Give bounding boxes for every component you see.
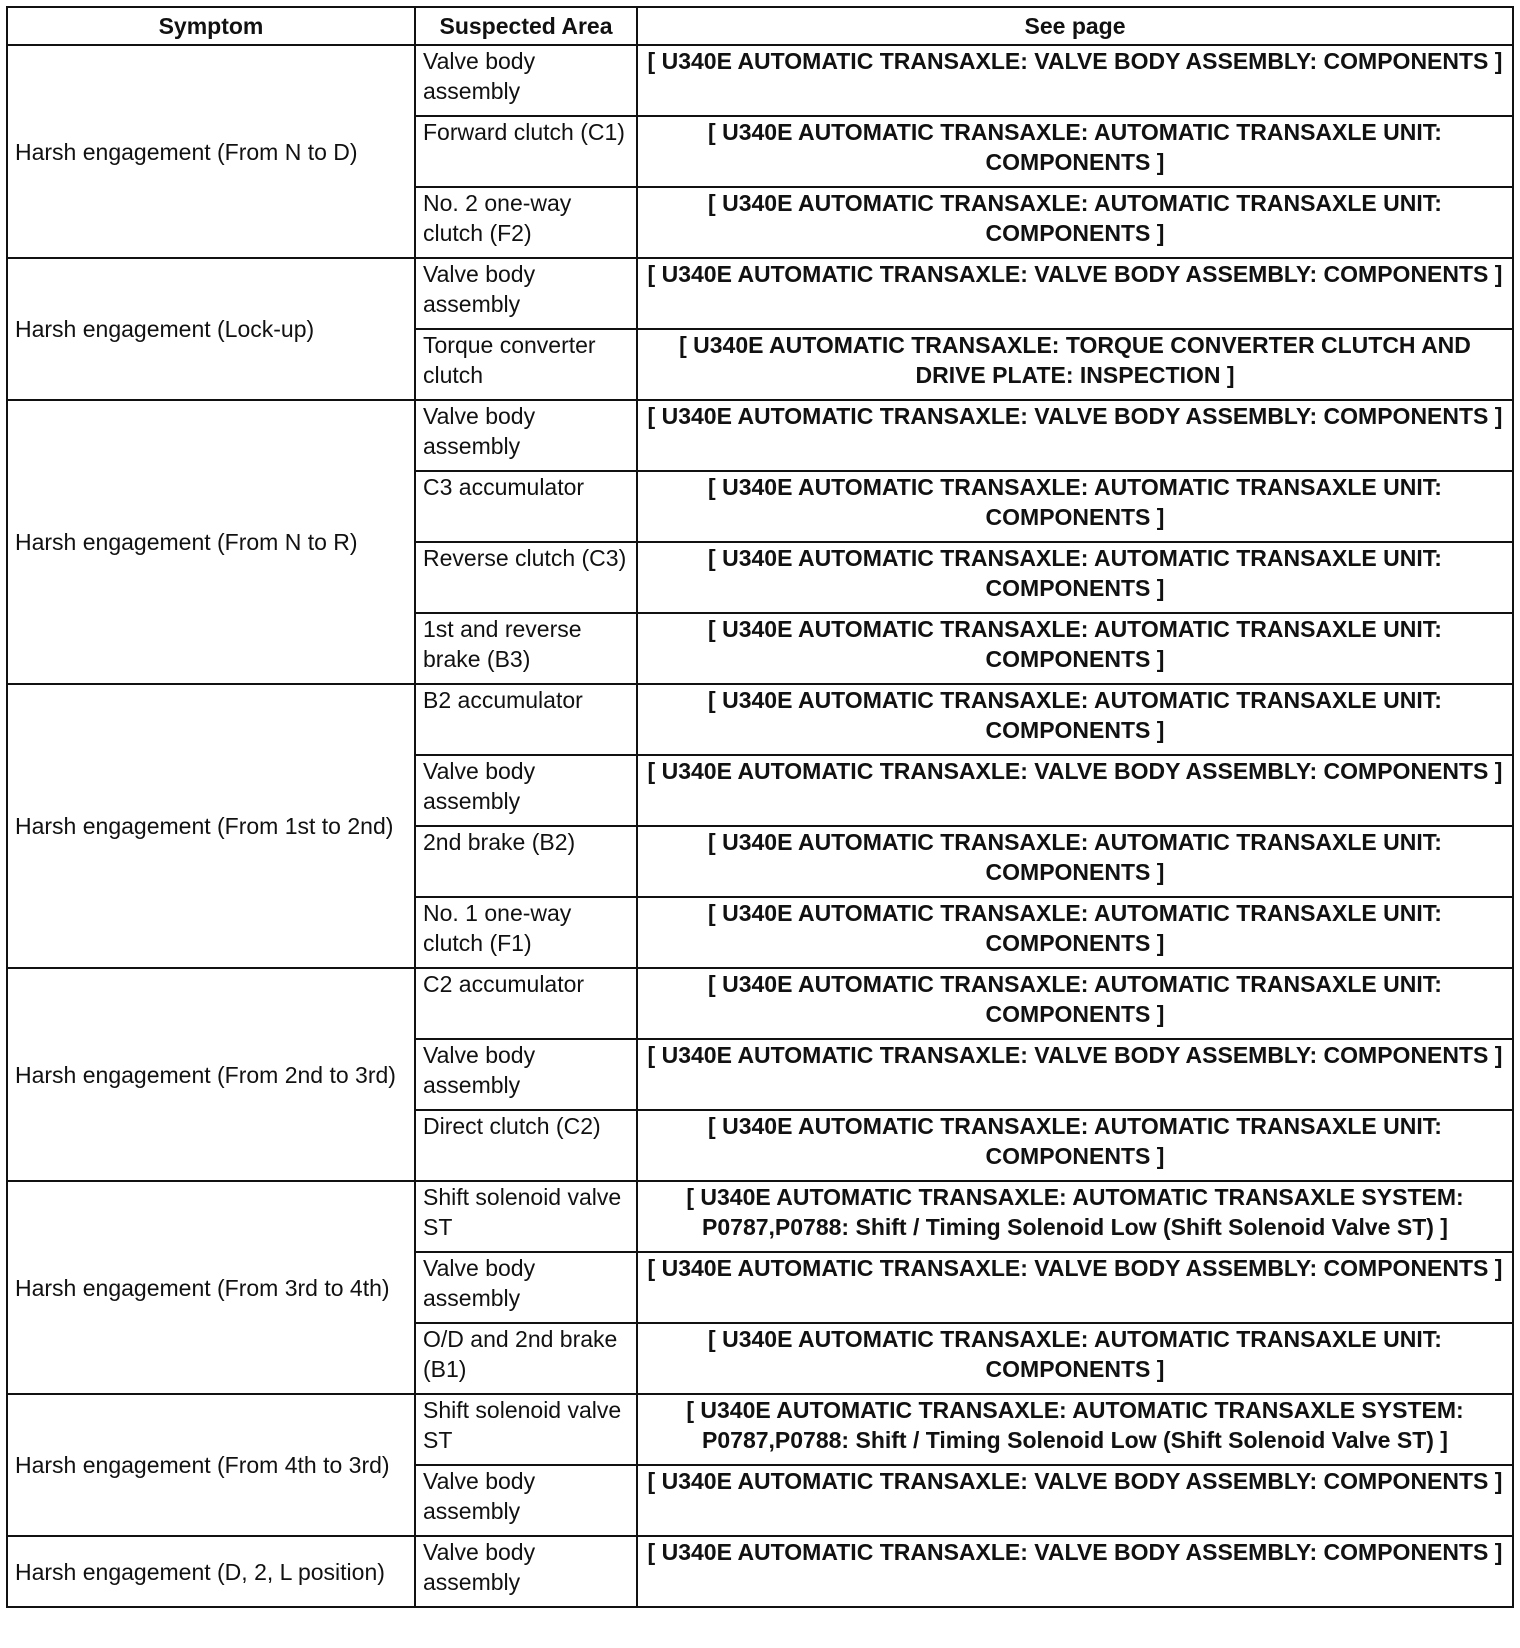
see-page-reference-link[interactable]: [ U340E AUTOMATIC TRANSAXLE: AUTOMATIC TRANSAXLE UNIT: COMPONENTS ]: [637, 968, 1513, 1039]
see-page-reference-link[interactable]: [ U340E AUTOMATIC TRANSAXLE: AUTOMATIC TRANSAXLE UNIT: COMPONENTS ]: [637, 1323, 1513, 1394]
suspected-area-cell: C2 accumulator: [415, 968, 637, 1039]
symptom-cell: Harsh engagement (From 2nd to 3rd): [7, 968, 415, 1181]
symptom-cell: Harsh engagement (From 3rd to 4th): [7, 1181, 415, 1394]
suspected-area-cell: 2nd brake (B2): [415, 826, 637, 897]
table-row: [7, 684, 1513, 755]
header-see-page: See page: [637, 7, 1513, 45]
see-page-reference-link[interactable]: [ U340E AUTOMATIC TRANSAXLE: AUTOMATIC TRANSAXLE UNIT: COMPONENTS ]: [637, 187, 1513, 258]
suspected-area-cell: O/D and 2nd brake (B1): [415, 1323, 637, 1394]
symptom-cell: Harsh engagement (From 1st to 2nd): [7, 684, 415, 968]
table-row: [7, 968, 1513, 1039]
see-page-reference-link[interactable]: [ U340E AUTOMATIC TRANSAXLE: AUTOMATIC TRANSAXLE SYSTEM: P0787,P0788: Shift / Timing Solenoid Low (Shift Solenoid Valve ST) ]: [637, 1394, 1513, 1465]
see-page-reference-link[interactable]: [ U340E AUTOMATIC TRANSAXLE: AUTOMATIC TRANSAXLE UNIT: COMPONENTS ]: [637, 116, 1513, 187]
suspected-area-cell: B2 accumulator: [415, 684, 637, 755]
table-row: [7, 1181, 1513, 1252]
suspected-area-cell: Shift solenoid valve ST: [415, 1181, 637, 1252]
see-page-reference-link[interactable]: [ U340E AUTOMATIC TRANSAXLE: VALVE BODY ASSEMBLY: COMPONENTS ]: [637, 258, 1513, 329]
see-page-reference-link[interactable]: [ U340E AUTOMATIC TRANSAXLE: TORQUE CONVERTER CLUTCH AND DRIVE PLATE: INSPECTION ]: [637, 329, 1513, 400]
see-page-reference-link[interactable]: [ U340E AUTOMATIC TRANSAXLE: VALVE BODY ASSEMBLY: COMPONENTS ]: [637, 755, 1513, 826]
header-suspected-area: Suspected Area: [415, 7, 637, 45]
see-page-reference-link[interactable]: [ U340E AUTOMATIC TRANSAXLE: VALVE BODY ASSEMBLY: COMPONENTS ]: [637, 1039, 1513, 1110]
suspected-area-cell: Valve body assembly: [415, 258, 637, 329]
suspected-area-cell: Forward clutch (C1): [415, 116, 637, 187]
see-page-reference-link[interactable]: [ U340E AUTOMATIC TRANSAXLE: AUTOMATIC TRANSAXLE UNIT: COMPONENTS ]: [637, 471, 1513, 542]
table-row: [7, 1536, 1513, 1607]
see-page-reference-link[interactable]: [ U340E AUTOMATIC TRANSAXLE: VALVE BODY ASSEMBLY: COMPONENTS ]: [637, 1252, 1513, 1323]
see-page-reference-link[interactable]: [ U340E AUTOMATIC TRANSAXLE: AUTOMATIC TRANSAXLE UNIT: COMPONENTS ]: [637, 826, 1513, 897]
suspected-area-cell: Valve body assembly: [415, 755, 637, 826]
header-row: [7, 7, 1513, 45]
suspected-area-cell: Torque converter clutch: [415, 329, 637, 400]
see-page-reference-link[interactable]: [ U340E AUTOMATIC TRANSAXLE: AUTOMATIC TRANSAXLE UNIT: COMPONENTS ]: [637, 542, 1513, 613]
see-page-reference-link[interactable]: [ U340E AUTOMATIC TRANSAXLE: VALVE BODY ASSEMBLY: COMPONENTS ]: [637, 1465, 1513, 1536]
symptom-cell: Harsh engagement (From N to D): [7, 45, 415, 258]
see-page-reference-link[interactable]: [ U340E AUTOMATIC TRANSAXLE: AUTOMATIC TRANSAXLE UNIT: COMPONENTS ]: [637, 897, 1513, 968]
see-page-reference-link[interactable]: [ U340E AUTOMATIC TRANSAXLE: AUTOMATIC TRANSAXLE UNIT: COMPONENTS ]: [637, 1110, 1513, 1181]
suspected-area-cell: Direct clutch (C2): [415, 1110, 637, 1181]
see-page-reference-link[interactable]: [ U340E AUTOMATIC TRANSAXLE: VALVE BODY ASSEMBLY: COMPONENTS ]: [637, 45, 1513, 116]
symptom-cell: Harsh engagement (D, 2, L position): [7, 1536, 415, 1607]
suspected-area-cell: Reverse clutch (C3): [415, 542, 637, 613]
see-page-reference-link[interactable]: [ U340E AUTOMATIC TRANSAXLE: VALVE BODY ASSEMBLY: COMPONENTS ]: [637, 1536, 1513, 1607]
suspected-area-cell: Valve body assembly: [415, 1039, 637, 1110]
suspected-area-cell: Valve body assembly: [415, 45, 637, 116]
suspected-area-cell: C3 accumulator: [415, 471, 637, 542]
suspected-area-cell: Valve body assembly: [415, 1465, 637, 1536]
table-row: [7, 258, 1513, 329]
see-page-reference-link[interactable]: [ U340E AUTOMATIC TRANSAXLE: AUTOMATIC TRANSAXLE UNIT: COMPONENTS ]: [637, 613, 1513, 684]
suspected-area-cell: No. 1 one-way clutch (F1): [415, 897, 637, 968]
see-page-reference-link[interactable]: [ U340E AUTOMATIC TRANSAXLE: AUTOMATIC TRANSAXLE UNIT: COMPONENTS ]: [637, 684, 1513, 755]
suspected-area-cell: Shift solenoid valve ST: [415, 1394, 637, 1465]
symptom-cell: Harsh engagement (Lock-up): [7, 258, 415, 400]
suspected-area-cell: No. 2 one-way clutch (F2): [415, 187, 637, 258]
see-page-reference-link[interactable]: [ U340E AUTOMATIC TRANSAXLE: AUTOMATIC TRANSAXLE SYSTEM: P0787,P0788: Shift / Timing Solenoid Low (Shift Solenoid Valve ST) ]: [637, 1181, 1513, 1252]
table-row: [7, 400, 1513, 471]
table-body: [7, 45, 1513, 1607]
see-page-reference-link[interactable]: [ U340E AUTOMATIC TRANSAXLE: VALVE BODY ASSEMBLY: COMPONENTS ]: [637, 400, 1513, 471]
table-row: [7, 45, 1513, 116]
symptom-cell: Harsh engagement (From N to R): [7, 400, 415, 684]
suspected-area-cell: Valve body assembly: [415, 1252, 637, 1323]
suspected-area-cell: Valve body assembly: [415, 400, 637, 471]
suspected-area-cell: Valve body assembly: [415, 1536, 637, 1607]
table-row: [7, 1394, 1513, 1465]
header-symptom: Symptom: [7, 7, 415, 45]
troubleshooting-table: [6, 6, 1514, 1608]
symptom-cell: Harsh engagement (From 4th to 3rd): [7, 1394, 415, 1536]
suspected-area-cell: 1st and reverse brake (B3): [415, 613, 637, 684]
